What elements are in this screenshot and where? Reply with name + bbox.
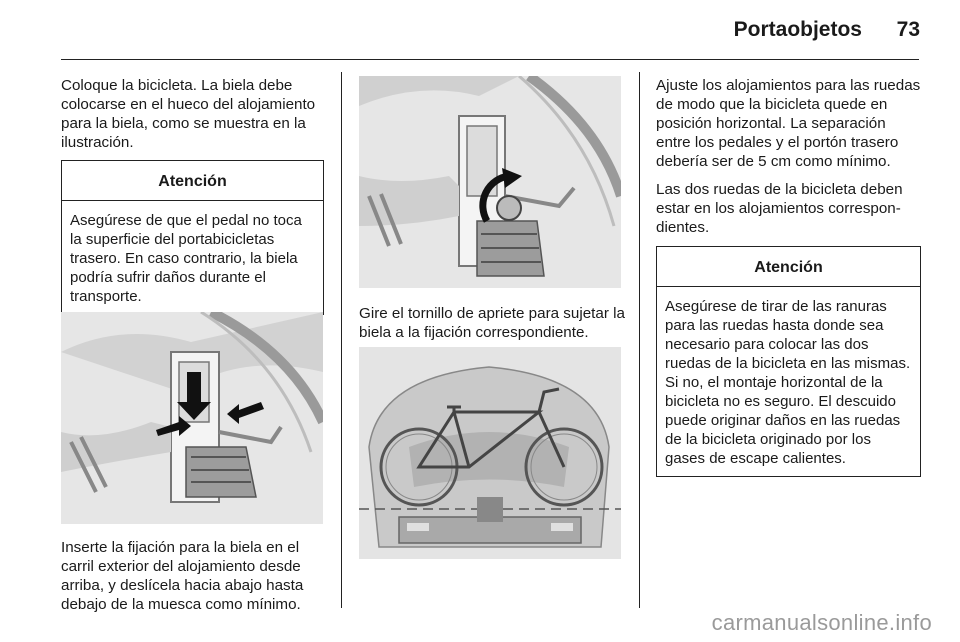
page-title: Portaobjetos <box>733 18 862 41</box>
crank-holder-insert-illustration <box>61 312 323 524</box>
header-rule <box>61 59 919 60</box>
adjust-paragraph: Ajuste los alojamientos para las ruedas de modo que la bicicleta quede en posición horizontal. La separación entre los pedales y el portón trasero debería ser de 5 cm como mínimo. <box>656 77 921 170</box>
notice-body: Asegúrese de que el pedal no toca la superficie del portabicicletas trasero. En caso contrario, la biela podría sufrir daños durante el transporte. <box>70 212 302 305</box>
column-3 <box>656 76 921 477</box>
notice-box-wheels <box>656 246 921 477</box>
page-number: 73 <box>896 18 920 41</box>
notice-title: Atención <box>657 247 920 287</box>
column-2-caption <box>359 304 625 351</box>
intro-paragraph: Coloque la bicicleta. La biela debe colocarse en el hueco del alojamiento para la biela, como se muestra en la ilustración. <box>61 77 316 151</box>
notice-body: Asegúrese de tirar de las ranuras para las ruedas hasta donde sea necesario para colocar las dos ruedas de la bicicleta en las mismas. Si no, el montaje horizontal de la bicicleta no es seguro. El descuido puede originar daños en las ruedas de la bicicleta originado por los gases de escape calientes. <box>665 298 911 467</box>
column-divider-1 <box>341 72 342 608</box>
page-header <box>0 0 960 62</box>
watermark: carmanualsonline.info <box>711 610 932 635</box>
column-divider-2 <box>639 72 640 608</box>
notice-title: Atención <box>62 161 323 201</box>
column-1-caption <box>61 538 324 623</box>
column-1 <box>61 76 324 315</box>
notice-box-pedal <box>61 160 324 315</box>
bicycle-on-rear-carrier-illustration <box>359 347 621 559</box>
figure-2-caption: Gire el tornillo de apriete para sujetar la biela a la fijación correspondiente. <box>359 305 625 341</box>
crank-screw-tighten-illustration <box>359 76 621 288</box>
wheels-paragraph: Las dos ruedas de la bicicleta deben estar en los alojamientos correspondientes. <box>656 181 903 236</box>
figure-1-caption: Inserte la fijación para la biela en el carril exterior del alojamiento desde arriba, y deslícela hacia abajo hasta debajo de la muesca como mínimo. <box>61 539 304 613</box>
